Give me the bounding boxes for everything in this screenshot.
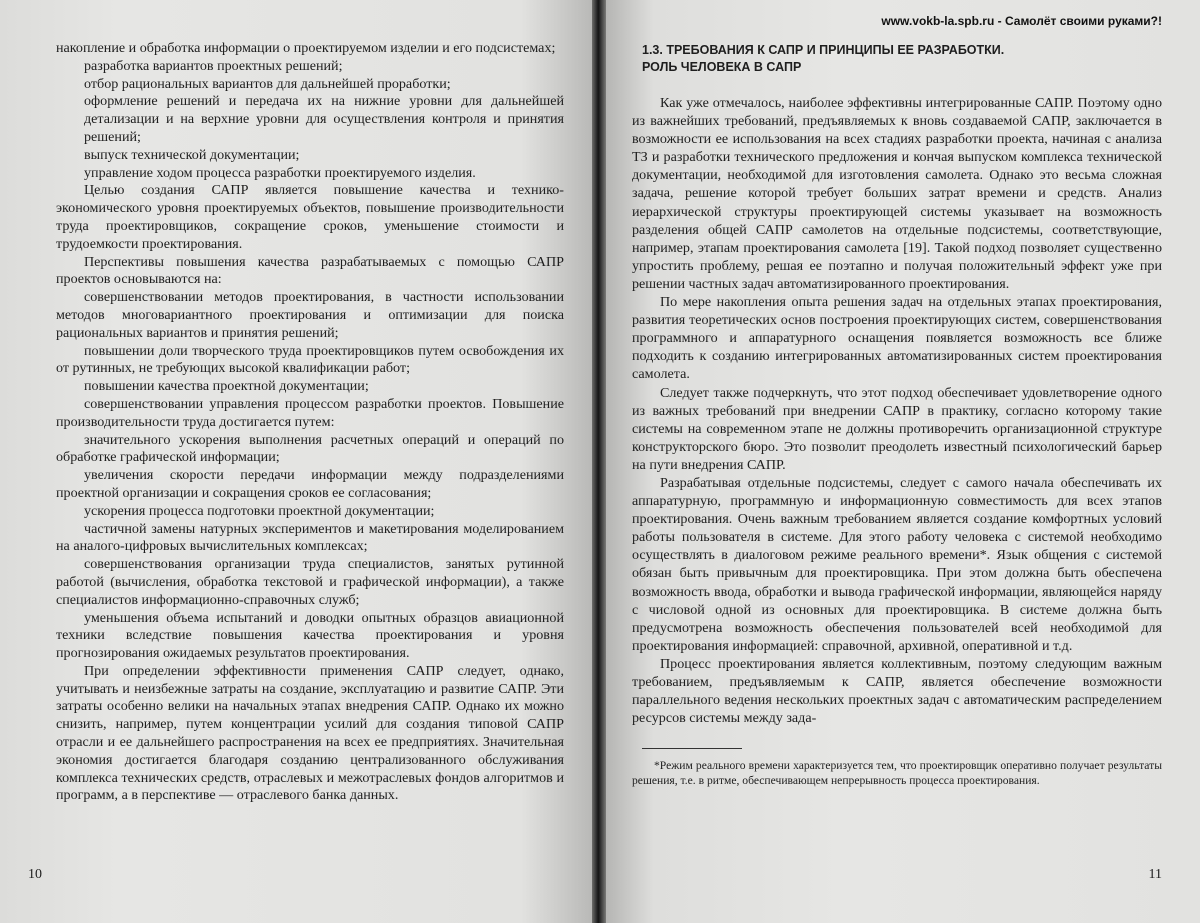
paragraph: Целью создания САПР является повышение качества и технико-экономического уровня проектируемых объектов, повышение производительности труда проектировщиков, сокращение сроков, уменьшение стоимости и трудоемкости проектирования. [56,182,564,252]
paragraph: Как уже отмечалось, наиболее эффективны интегрированные САПР. Поэтому одно из важнейших требований, предъявляемых к вновь создаваемой САПР, заключается в возможности ее использования на всех стадиях разработки проекта, начиная с анализа ТЗ и разработки технического предложения и кончая выпуском комплекса технической документации, необходимой для изготовления самолета. Однако это весьма сложная задача, решение которой требует больших затрат времени и средств. Анализ иерархической структуры проектирующей системы указывает на возможность разделения общей САПР самолетов на отдельные подсистемы, соответствующие, например, этапам проектирования самолета [19]. Такой подход позволяет существенно упростить проблему, решая ее поэтапно и получая положительный эффект уже при решении частных задач автоматизированного проектирования. [632,95,1162,292]
list-item: оформление решений и передача их на нижние уровни для дальнейшей детализации и на верхние уровни для осуществления контроля и принятия решений; [84,93,564,145]
footnote-divider [642,748,742,749]
list-item: управление ходом процесса разработки проектируемого изделия. [84,164,476,181]
paragraph: совершенствовании управления процессом разработки проектов. Повышение производительности труда достигается путем: [56,395,564,430]
list-item: разработка вариантов проектных решений; [84,57,343,74]
right-page [606,0,1200,923]
paragraph: увеличения скорости передачи информации между подразделениями проектной организации и сокращения сроков ее согласования; [56,467,564,501]
left-page [0,0,592,923]
paragraph: Перспективы повышения качества разрабатываемых с помощью САПР проектов основываются на: [56,253,564,288]
section-heading-line-2: РОЛЬ ЧЕЛОВЕКА В САПР [642,60,802,74]
page-number-right: 11 [1148,867,1162,882]
paragraph: значительного ускорения выполнения расчетных операций и операций по обработке графической информации; [56,431,564,466]
list-item: выпуск технической документации; [84,146,300,163]
paragraph: уменьшения объема испытаний и доводки опытных образцов авиационной техники вследствие повышения качества проектирования и уровня прогнозирования ожидаемых результатов проектирования. [56,609,564,662]
paragraph: Процесс проектирования является коллективным, поэтому следующим важным требованием, предъявляемым к САПР, является обеспечение возможности параллельного ведения нескольких проектных задач с автоматическим распределением ресурсов системы между зада- [632,655,1162,727]
paragraph: совершенствовании методов проектирования, в частности использовании методов многовариантного проектирования и оптимизации для поиска рациональных вариантов и принятия решений; [56,289,564,341]
section-heading-line-1: 1.3. ТРЕБОВАНИЯ К САПР И ПРИНЦИПЫ ЕЕ РАЗРАБОТКИ. [642,43,1005,57]
paragraph: ускорения процесса подготовки проектной документации; [84,502,435,519]
paragraph: Следует также подчеркнуть, что этот подход обеспечивает удовлетворение одного из важных требований при внедрении САПР в практику, согласно которому такие системы на современном этапе не должны противоречить организационной структуре конструкторского бюро. Это позволит преодолеть известный психологический барьер на пути внедрения САПР. [632,384,1162,473]
paragraph: При определении эффективности применения САПР следует, однако, учитывать и неизбежные затраты на создание, эксплуатацию и развитие САПР. Эти затраты особенно велики на начальных этапах внедрения САПР. Однако их можно снизить, например, путем концентрации усилий для создания типовой САПР отрасли и ее дальнейшего распространения на всех ее предприятиях. Значительная экономия достигается благодаря созданию централизованного обслуживания комплекса технических средств, отраслевых и межотраслевых фондов алгоритмов и программ, а в перспективе — отраслевого банка данных. [56,662,564,804]
paragraph: По мере накопления опыта решения задач на отдельных этапах проектирования, развития теоретических основ построения проектирующих систем, совершенствования программного и аппаратурного оснащения появляется возможность все ближе подходить к созданию интегрированных автоматизированных систем проектирования самолета. [632,294,1162,383]
footnote: *Режим реального времени характеризуется тем, что проектировщик оперативно получает результаты решения, т.е. в ритме, обеспечивающем непрерывность процесса проектирования. [632,759,1162,787]
paragraph: повышении доли творческого труда проектировщиков путем освобождения их от рутинных, не требующих высокой квалификации работ; [56,342,564,377]
section-heading [642,42,1162,76]
site-watermark-header: www.vokb-la.spb.ru - Самолёт своими руками?! [881,14,1162,28]
paragraph: совершенствования организации труда специалистов, занятых рутинной работой (вычисления, обработка текстовой и графической информации), а также специалистов информационно-справочных служб; [56,556,564,608]
paragraph: частичной замены натурных экспериментов и макетирования моделированием на аналого-цифровых вычислительных комплексах; [56,520,564,555]
right-page-body [632,94,1162,727]
paragraph: Разрабатывая отдельные подсистемы, следует с самого начала обеспечивать их аппаратурную, программную и информационную совместимость для всех этапов проектирования. Очень важным требованием является создание комфортных условий работы пользователя в системе. Для этого работу человека с системой необходимо осуществлять в диалоговом режиме реального времени*. Язык общения с системой обязан быть привычным для проектировщика. При этом должна быть обеспечена возможность ввода, обработки и вывода графической информации, являющейся наряду с числовой одной из основных для проектировщика. В системе должна быть предусмотрена возможность обеспечения пользователей всей необходимой для проектирования информацией: справочной, архивной, оперативной и т.д. [632,474,1162,654]
page-number-left: 10 [28,867,42,882]
left-page-body [56,40,564,805]
paragraph: накопление и обработка информации о проектируемом изделии и его подсистемах; [56,40,556,56]
list-item: отбор рациональных вариантов для дальнейшей проработки; [84,75,451,92]
paragraph: повышении качества проектной документации; [84,378,369,395]
book-gutter [592,0,606,923]
